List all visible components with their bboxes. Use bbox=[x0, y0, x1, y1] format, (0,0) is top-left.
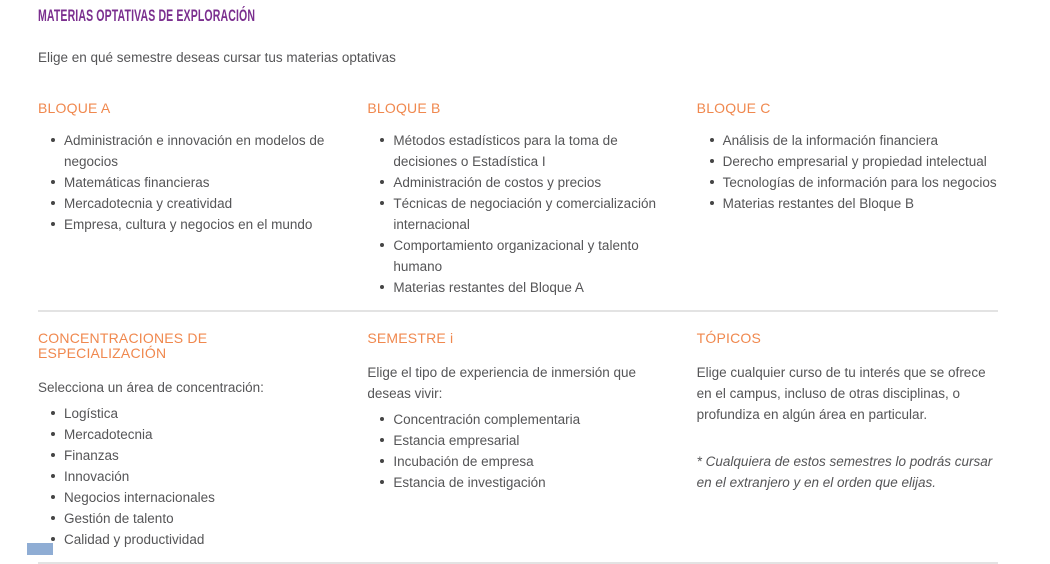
list-item: Estancia empresarial bbox=[393, 430, 668, 451]
content-area bbox=[38, 0, 998, 564]
semestre-i-intro: Elige el tipo de experiencia de inmersión que deseas vivir: bbox=[367, 365, 636, 401]
list-item: Mercadotecnia y creatividad bbox=[64, 193, 339, 214]
list-item: Innovación bbox=[64, 466, 339, 487]
specialization-row bbox=[38, 331, 998, 550]
concentraciones-list bbox=[38, 403, 339, 550]
list-item: Técnicas de negociación y comercialización internacional bbox=[393, 193, 668, 235]
list-item: Materias restantes del Bloque A bbox=[393, 277, 668, 298]
list-item: Administración e innovación en modelos de negocios bbox=[64, 130, 339, 172]
section-concentraciones bbox=[38, 331, 339, 550]
list-item: Logística bbox=[64, 403, 339, 424]
section-bloque-c bbox=[697, 101, 998, 298]
section-semestre-i bbox=[367, 331, 668, 550]
blocks-row bbox=[38, 101, 998, 298]
semestre-i-heading: SEMESTRE i bbox=[367, 330, 454, 346]
list-item: Administración de costos y precios bbox=[393, 172, 668, 193]
list-item: Negocios internacionales bbox=[64, 487, 339, 508]
divider-line bbox=[38, 310, 998, 312]
list-item: Métodos estadísticos para la toma de decisiones o Estadística I bbox=[393, 130, 668, 172]
list-item: Estancia de investigación bbox=[393, 472, 668, 493]
list-item: Tecnologías de información para los negocios bbox=[723, 172, 998, 193]
section-bloque-b bbox=[367, 101, 668, 298]
list-item: Mercadotecnia bbox=[64, 424, 339, 445]
bottom-partial-button[interactable] bbox=[27, 543, 53, 555]
footnote: * Cualquiera de estos semestres lo podrás cursar en el extranjero y en el orden que elijas. bbox=[696, 454, 993, 490]
concentraciones-intro: Selecciona un área de concentración: bbox=[38, 380, 264, 395]
page-title: MATERIAS OPTATIVAS DE EXPLORACIÓN bbox=[38, 6, 256, 25]
bloque-a-list bbox=[38, 130, 339, 235]
list-item: Calidad y productividad bbox=[64, 529, 339, 550]
list-item: Finanzas bbox=[64, 445, 339, 466]
list-item: Materias restantes del Bloque B bbox=[723, 193, 998, 214]
list-item: Concentración complementaria bbox=[393, 409, 668, 430]
list-item: Empresa, cultura y negocios en el mundo bbox=[64, 214, 339, 235]
semestre-i-list bbox=[367, 409, 668, 493]
bloque-a-heading: BLOQUE A bbox=[38, 100, 111, 116]
concentraciones-heading: CONCENTRACIONES DE ESPECIALIZACIÓN bbox=[38, 330, 208, 361]
bloque-c-heading: BLOQUE C bbox=[696, 100, 771, 116]
list-item: Gestión de talento bbox=[64, 508, 339, 529]
section-bloque-a bbox=[38, 101, 339, 298]
list-item: Derecho empresarial y propiedad intelectual bbox=[723, 151, 998, 172]
page-subtitle: Elige en qué semestre deseas cursar tus materias optativas bbox=[38, 50, 396, 65]
bloque-c-list bbox=[697, 130, 998, 214]
topicos-heading: TÓPICOS bbox=[696, 330, 762, 346]
section-topicos bbox=[697, 331, 998, 550]
topicos-intro: Elige cualquier curso de tu interés que se ofrece en el campus, incluso de otras disciplinas, o profundiza en algún área en particular. bbox=[696, 365, 986, 422]
list-item: Incubación de empresa bbox=[393, 451, 668, 472]
list-item: Comportamiento organizacional y talento humano bbox=[393, 235, 668, 277]
bloque-b-heading: BLOQUE B bbox=[367, 100, 441, 116]
list-item: Matemáticas financieras bbox=[64, 172, 339, 193]
bloque-b-list bbox=[367, 130, 668, 298]
list-item: Análisis de la información financiera bbox=[723, 130, 998, 151]
